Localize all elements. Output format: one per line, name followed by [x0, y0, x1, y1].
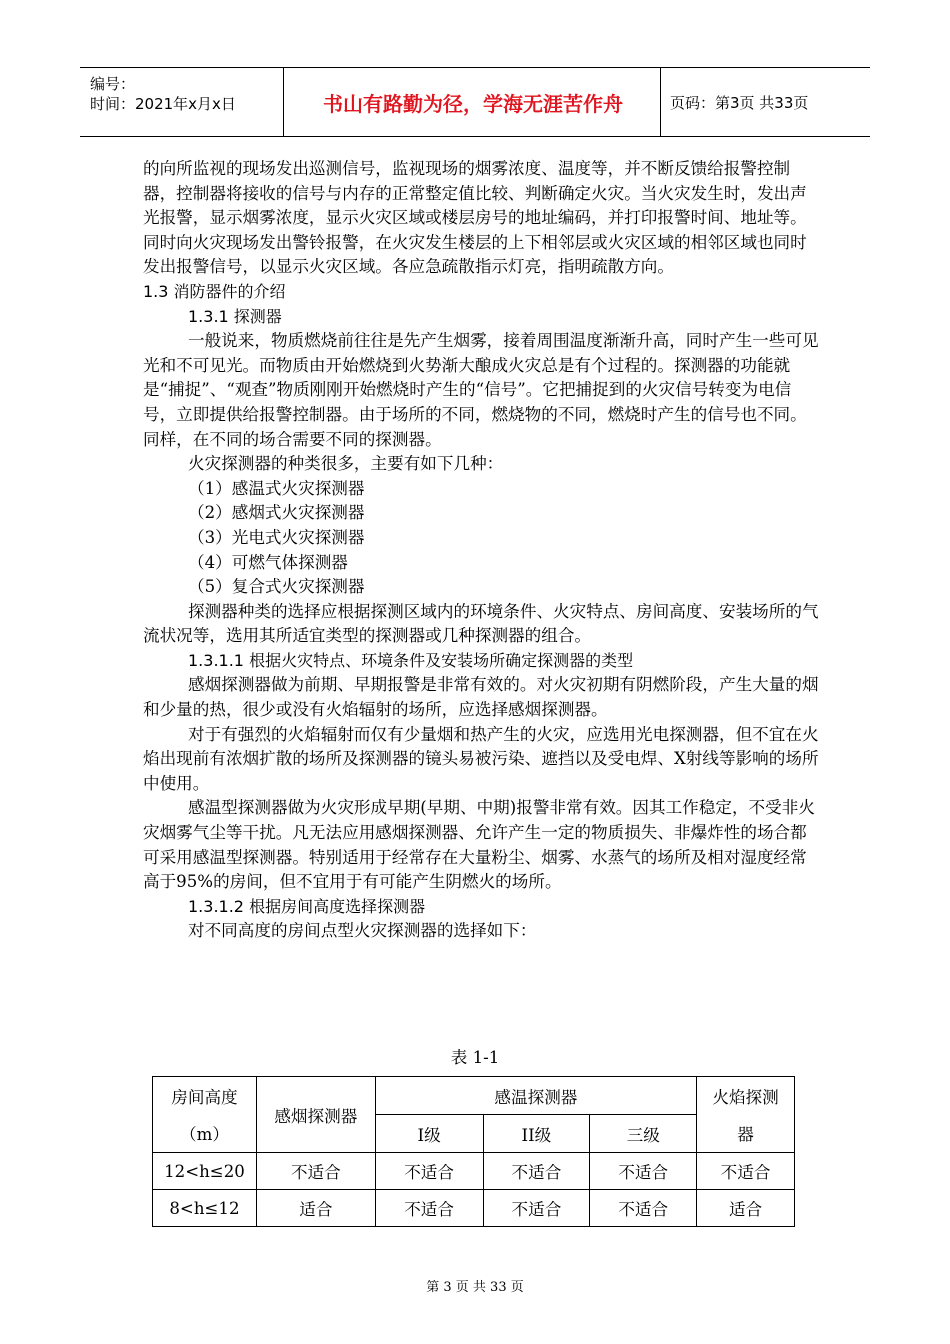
- table-row: [153, 1153, 795, 1190]
- table-row: [153, 1190, 795, 1227]
- list-item: （4）可燃气体探测器: [188, 552, 348, 572]
- subsection-heading: 1.3.1 探测器: [188, 306, 282, 326]
- paragraph: 一般说来，物质燃烧前往往是先产生烟雾，接着周围温度渐渐升高，同时产生一些可见光和不可见光。而物质由开始燃烧到火势渐大酿成火灾总是有个过程的。探测器的功能就是“捕捉”、“观查”物质刚刚开始燃烧时产生的“信号”。它把捕捉到的火灾信号转变为电信号，立即提供给报警控制器。由于场所的不同，燃烧物的不同，燃烧时产生的信号也不同。同样，在不同的场合需要不同的探测器。: [143, 331, 819, 449]
- table-cell: 不适合: [483, 1190, 590, 1227]
- paragraph: 探测器种类的选择应根据探测区域内的环境条件、火灾特点、房间高度、安装场所的气流状况等，选用其所适宜类型的探测器或几种探测器的组合。: [143, 601, 819, 646]
- header-date: 时间：2021年x月x日: [90, 95, 236, 113]
- table-cell: 不适合: [375, 1153, 483, 1190]
- table-cell: 不适合: [483, 1153, 590, 1190]
- list-item: （1）感温式火灾探测器: [188, 478, 365, 498]
- table-cell: 适合: [256, 1190, 375, 1227]
- subsection-heading: 1.3.1.1 根据火灾特点、环境条件及安装场所确定探测器的类型: [188, 650, 634, 670]
- list-item: （2）感烟式火灾探测器: [188, 503, 365, 523]
- paragraph: 感烟探测器做为前期、早期报警是非常有效的。对火灾初期有阴燃阶段，产生大量的烟和少量的热，很少或没有火焰辐射的场所，应选择感烟探测器。: [143, 675, 819, 720]
- header-number: 编号：: [90, 75, 136, 93]
- table-cell: 不适合: [590, 1190, 697, 1227]
- table-header-cell: II级: [483, 1115, 590, 1153]
- table-cell: 不适合: [375, 1190, 483, 1227]
- document-body: [143, 157, 823, 944]
- section-heading: 1.3 消防器件的介绍: [143, 281, 286, 301]
- list-item: （3）光电式火灾探测器: [188, 527, 365, 547]
- page-footer: 第 3 页 共 33 页: [426, 1280, 524, 1295]
- header-divider: [660, 68, 661, 136]
- table-cell: 适合: [697, 1190, 795, 1227]
- header-divider: [283, 68, 284, 136]
- paragraph: 火灾探测器的种类很多，主要有如下几种：: [188, 454, 504, 474]
- table-header-cell: I级: [375, 1115, 483, 1153]
- header-meta: [90, 74, 236, 114]
- table-header-cell: （m）: [153, 1115, 257, 1153]
- table-cell: 不适合: [256, 1153, 375, 1190]
- table-header-cell: 火焰探测: [697, 1077, 795, 1115]
- table-header-cell: 感烟探测器: [256, 1077, 375, 1153]
- header-page-info: 页码：第3页 共33页: [670, 94, 809, 112]
- header-motto: 书山有路勤为径，学海无涯苦作舟: [323, 91, 623, 116]
- table-cell: 不适合: [697, 1153, 795, 1190]
- table-cell: 不适合: [590, 1153, 697, 1190]
- table-header-cell: 房间高度: [153, 1077, 257, 1115]
- paragraph: 感温型探测器做为火灾形成早期(早期、中期)报警非常有效。因其工作稳定，不受非火灾烟雾气尘等干扰。凡无法应用感烟探测器、允许产生一定的物质损失、非爆炸性的场合都可采用感温型探测器。特别适用于经常存在大量粉尘、烟雾、水蒸气的场所及相对湿度经常高于95%的房间，但不宜用于有可能产生阴燃火的场所。: [143, 798, 815, 892]
- table-header-cell: 三级: [590, 1115, 697, 1153]
- table-cell: 8<h≤12: [153, 1190, 257, 1227]
- table-cell: 12<h≤20: [153, 1153, 257, 1190]
- list-item: （5）复合式火灾探测器: [188, 577, 365, 597]
- table-header-cell: 感温探测器: [375, 1077, 696, 1115]
- page-header: [80, 67, 870, 137]
- paragraph: 对不同高度的房间点型火灾探测器的选择如下：: [188, 921, 537, 941]
- table-caption: 表 1-1: [450, 1048, 500, 1067]
- detector-selection-table: [152, 1076, 795, 1227]
- paragraph: 对于有强烈的火焰辐射而仅有少量烟和热产生的火灾，应选用光电探测器，但不宜在火焰出现前有浓烟扩散的场所及探测器的镜头易被污染、遮挡以及受电焊、X射线等影响的场所中使用。: [143, 724, 819, 793]
- table-header-cell: 器: [697, 1115, 795, 1153]
- subsection-heading: 1.3.1.2 根据房间高度选择探测器: [188, 896, 426, 916]
- paragraph: 的向所监视的现场发出巡测信号，监视现场的烟雾浓度、温度等，并不断反馈给报警控制器，控制器将接收的信号与内存的正常整定值比较、判断确定火灾。当火灾发生时，发出声光报警，显示烟雾浓度，显示火灾区域或楼层房号的地址编码，并打印报警时间、地址等。同时向火灾现场发出警铃报警，在火灾发生楼层的上下相邻层或火灾区域的相邻区域也同时发出报警信号，以显示火灾区域。各应急疏散指示灯亮，指明疏散方向。: [143, 159, 807, 277]
